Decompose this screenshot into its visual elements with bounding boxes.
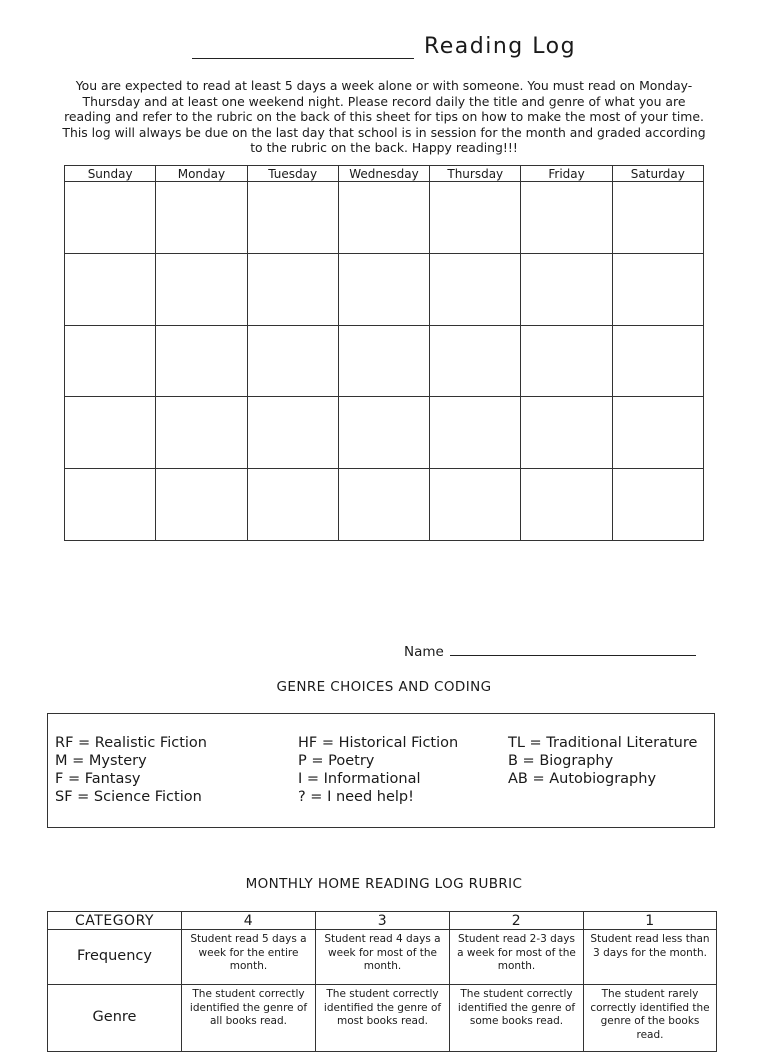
calendar-cell[interactable] [612, 253, 703, 325]
calendar-cell[interactable] [612, 469, 703, 541]
rubric-header-score-1: 1 [584, 912, 717, 930]
name-blank-line[interactable] [450, 641, 696, 656]
rubric-cell: The student correctly identified the genre of most books read. [316, 985, 450, 1052]
calendar-cell[interactable] [338, 253, 429, 325]
calendar-cell[interactable] [247, 182, 338, 254]
genre-code-item: SF = Science Fiction [55, 789, 202, 805]
calendar-week-row [65, 325, 704, 397]
day-header-tuesday: Tuesday [247, 166, 338, 182]
page-title [0, 34, 768, 59]
instructions-paragraph: You are expected to read at least 5 days a week alone or with someone. You must read on Monday-Thursday and at least one weekend night. Please record daily the title and genre of what you are reading and refer to the rubric on the back of this sheet for tips on how to make the most of your time. This log will always be due on the last day that school is in session for the month and graded according to the rubric on the back. Happy reading!!! [62, 78, 706, 156]
calendar-cell[interactable] [612, 325, 703, 397]
calendar-cell[interactable] [338, 397, 429, 469]
rubric-header-score-2: 2 [450, 912, 584, 930]
day-header-saturday: Saturday [612, 166, 703, 182]
name-field [404, 641, 696, 660]
genre-code-item: RF = Realistic Fiction [55, 735, 207, 751]
calendar-cell[interactable] [65, 182, 156, 254]
day-header-wednesday: Wednesday [338, 166, 429, 182]
genre-code-item: AB = Autobiography [508, 771, 657, 787]
calendar-week-row [65, 182, 704, 254]
genre-code-item: I = Informational [298, 771, 421, 787]
reading-calendar [64, 165, 704, 541]
calendar-cell[interactable] [156, 182, 247, 254]
calendar-cell[interactable] [65, 397, 156, 469]
rubric-category: Genre [48, 985, 182, 1052]
calendar-cell[interactable] [338, 325, 429, 397]
calendar-cell[interactable] [247, 325, 338, 397]
calendar-cell[interactable] [521, 253, 612, 325]
calendar-cell[interactable] [247, 397, 338, 469]
calendar-week-row [65, 253, 704, 325]
calendar-cell[interactable] [430, 325, 521, 397]
calendar-cell[interactable] [521, 469, 612, 541]
rubric-header-score-3: 3 [316, 912, 450, 930]
calendar-cell[interactable] [338, 182, 429, 254]
calendar-cell[interactable] [338, 469, 429, 541]
rubric-cell: Student read less than 3 days for the month. [584, 930, 717, 985]
rubric-category: Frequency [48, 930, 182, 985]
genre-code-item: B = Biography [508, 753, 614, 769]
calendar-cell[interactable] [156, 469, 247, 541]
day-header-monday: Monday [156, 166, 247, 182]
genre-column-1 [55, 734, 207, 806]
calendar-cell[interactable] [430, 397, 521, 469]
genre-code-item: HF = Historical Fiction [298, 735, 459, 751]
rubric-cell: The student rarely correctly identified the genre of the books read. [584, 985, 717, 1052]
genre-column-3 [508, 734, 697, 788]
calendar-cell[interactable] [521, 325, 612, 397]
calendar-cell[interactable] [430, 469, 521, 541]
genre-code-item: M = Mystery [55, 753, 147, 769]
calendar-cell[interactable] [247, 253, 338, 325]
genre-codes-box [47, 713, 715, 828]
rubric-heading: MONTHLY HOME READING LOG RUBRIC [245, 876, 523, 892]
name-label: Name [404, 644, 444, 660]
calendar-cell[interactable] [430, 182, 521, 254]
rubric-cell: Student read 2-3 days a week for most of the month. [450, 930, 584, 985]
rubric-cell: Student read 4 days a week for most of the month. [316, 930, 450, 985]
calendar-cell[interactable] [65, 253, 156, 325]
genre-code-item: TL = Traditional Literature [508, 735, 698, 751]
day-header-thursday: Thursday [430, 166, 521, 182]
rubric-cell: Student read 5 days a week for the entire month. [182, 930, 316, 985]
rubric-header-score-4: 4 [182, 912, 316, 930]
calendar-cell[interactable] [612, 397, 703, 469]
calendar-cell[interactable] [156, 397, 247, 469]
calendar-cell[interactable] [65, 469, 156, 541]
calendar-cell[interactable] [521, 182, 612, 254]
rubric-row-genre [48, 985, 717, 1052]
calendar-cell[interactable] [156, 325, 247, 397]
rubric-header-category: CATEGORY [48, 912, 182, 930]
genre-code-item: F = Fantasy [55, 771, 141, 787]
day-header-sunday: Sunday [65, 166, 156, 182]
calendar-cell[interactable] [65, 325, 156, 397]
calendar-cell[interactable] [156, 253, 247, 325]
calendar-cell[interactable] [521, 397, 612, 469]
month-blank-line[interactable] [192, 36, 414, 59]
rubric-table [47, 911, 717, 1052]
genre-code-item: ? = I need help! [298, 789, 414, 805]
calendar-cell[interactable] [430, 253, 521, 325]
rubric-row-frequency [48, 930, 717, 985]
rubric-cell: The student correctly identified the genre of all books read. [182, 985, 316, 1052]
day-header-friday: Friday [521, 166, 612, 182]
calendar-cell[interactable] [612, 182, 703, 254]
rubric-cell: The student correctly identified the genre of some books read. [450, 985, 584, 1052]
calendar-week-row [65, 397, 704, 469]
genre-heading: GENRE CHOICES AND CODING [276, 679, 492, 695]
rubric-header-row [48, 912, 717, 930]
genre-column-2 [298, 734, 458, 806]
calendar-header-row [65, 166, 704, 182]
calendar-cell[interactable] [247, 469, 338, 541]
title-text: Reading Log [423, 34, 577, 59]
genre-code-item: P = Poetry [298, 753, 375, 769]
calendar-week-row [65, 469, 704, 541]
